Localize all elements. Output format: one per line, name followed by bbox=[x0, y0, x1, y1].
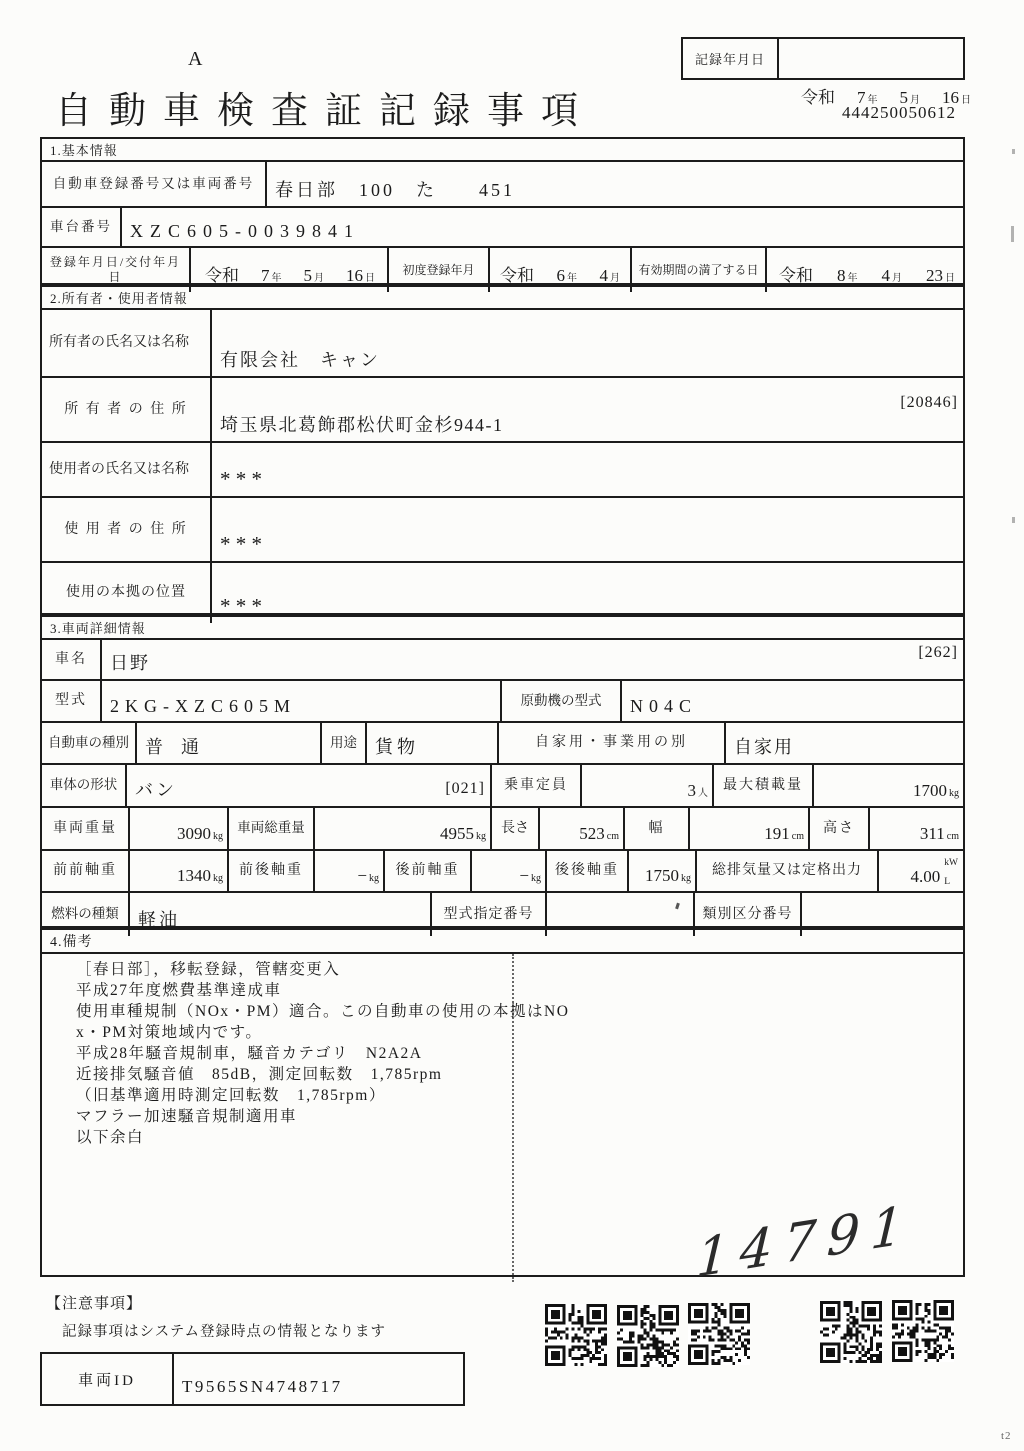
reg-number-label: 自動車登録番号又は車両番号 bbox=[42, 162, 267, 206]
user-name-label: 使用者の氏名又は名称 bbox=[42, 443, 212, 496]
cm-unit: cm bbox=[946, 831, 959, 842]
axle-fr-value bbox=[315, 851, 385, 891]
height-label: 高さ bbox=[810, 808, 870, 849]
axle-rf-number: − bbox=[519, 866, 529, 885]
fuel-type-value: 軽油 bbox=[130, 893, 432, 936]
month-unit: 月 bbox=[892, 273, 902, 284]
month: 5 bbox=[899, 88, 908, 107]
displacement-label: 総排気量又は定格出力 bbox=[697, 851, 879, 891]
reg-number-value: 春日部 100 た 451 bbox=[275, 180, 515, 200]
remark-line: 平成27年度燃費基準達成車 bbox=[76, 982, 282, 999]
axle-fr-label: 前後軸重 bbox=[229, 851, 315, 891]
vehicle-id-value: T9565SN4748717 bbox=[182, 1377, 343, 1396]
kw-unit: kW bbox=[944, 858, 958, 868]
axle-ff-value bbox=[130, 851, 229, 891]
era: 令和 bbox=[801, 88, 835, 107]
private-business-value: 自家用 bbox=[734, 737, 794, 757]
remark-line: 使用車種規制（NOx・PM）適合。この自動車の使用の本拠はNO bbox=[76, 1003, 570, 1020]
first-registration-label: 初度登録年月 bbox=[389, 248, 490, 292]
cm-unit: cm bbox=[606, 831, 619, 842]
section-vehicle-details bbox=[40, 615, 965, 928]
month-unit: 月 bbox=[910, 95, 920, 106]
car-name-value bbox=[102, 640, 963, 679]
scan-artifact bbox=[1012, 517, 1015, 523]
day: 23 bbox=[926, 266, 943, 285]
section-remarks bbox=[40, 928, 965, 1290]
axle-rf-value bbox=[472, 851, 547, 891]
user-name-value: * * * bbox=[220, 467, 262, 491]
year-unit: 年 bbox=[567, 273, 577, 284]
year-unit: 年 bbox=[271, 273, 282, 284]
capacity-number: 3 bbox=[687, 781, 696, 800]
handwritten-number: 14791 bbox=[694, 1194, 916, 1290]
max-load-label: 最大積載量 bbox=[714, 765, 814, 806]
month: 4 bbox=[599, 266, 608, 285]
month: 4 bbox=[881, 266, 890, 285]
kg-unit: kg bbox=[476, 831, 486, 842]
vehicle-kind-label: 自動車の種別 bbox=[42, 723, 137, 763]
vehicle-id-box bbox=[40, 1352, 465, 1406]
width-label: 幅 bbox=[625, 808, 690, 849]
use-value: 貨物 bbox=[367, 723, 499, 763]
width-value bbox=[690, 808, 810, 849]
base-location-value: * * * bbox=[220, 594, 262, 618]
body-shape-label: 車体の形状 bbox=[42, 765, 127, 806]
axle-rr-value bbox=[629, 851, 697, 891]
day-unit: 日 bbox=[945, 273, 955, 284]
kg-unit: kg bbox=[213, 831, 223, 842]
private-business-label: 自家用・事業用の別 bbox=[499, 723, 726, 763]
qr-code bbox=[820, 1301, 882, 1363]
section-vehicle-heading: 3.車両詳細情報 bbox=[42, 617, 963, 640]
section-owner-heading: 2.所有者・使用者情報 bbox=[42, 287, 963, 310]
qr-code bbox=[545, 1304, 607, 1366]
remark-line: 近接排気騒音値 85dB，測定回転数 1,785rpm bbox=[76, 1066, 443, 1083]
year-unit: 年 bbox=[847, 273, 858, 284]
kg-unit: kg bbox=[681, 873, 691, 884]
body-shape-value bbox=[127, 765, 492, 806]
model-label: 型式 bbox=[42, 681, 102, 721]
body-shape-code: [021] bbox=[445, 780, 485, 797]
scan-artifact bbox=[1011, 226, 1014, 242]
use-label: 用途 bbox=[322, 723, 367, 763]
cm-unit: cm bbox=[791, 831, 804, 842]
remark-line: 以下余白 bbox=[76, 1129, 145, 1146]
qr-code bbox=[617, 1305, 679, 1367]
engine-model-value: N04C bbox=[630, 696, 698, 716]
capacity-label: 乗車定員 bbox=[492, 765, 582, 806]
axle-rr-label: 後後軸重 bbox=[547, 851, 629, 891]
era: 令和 bbox=[500, 266, 534, 285]
axle-ff-label: 前前軸重 bbox=[42, 851, 130, 891]
day-unit: 日 bbox=[365, 273, 375, 284]
section-basic-heading: 1.基本情報 bbox=[42, 139, 963, 162]
registration-date-label: 登録年月日/交付年月日 bbox=[42, 248, 191, 292]
kg-unit: kg bbox=[213, 873, 223, 884]
user-address-value: * * * bbox=[220, 532, 262, 556]
kg-unit: kg bbox=[369, 873, 379, 884]
gross-weight-value bbox=[315, 808, 492, 849]
year: 7 bbox=[261, 266, 270, 285]
month-unit: 月 bbox=[314, 273, 324, 284]
length-label: 長さ bbox=[492, 808, 540, 849]
vehicle-kind-value: 普 通 bbox=[137, 723, 322, 763]
year: 6 bbox=[556, 266, 565, 285]
year: 8 bbox=[837, 266, 846, 285]
capacity-value bbox=[582, 765, 714, 806]
owner-address-text: 埼玉県北葛飾郡松伏町金杉944-1 bbox=[220, 415, 504, 435]
remark-line: 平成28年騒音規制車，騒音カテゴリ N2A2A bbox=[76, 1045, 423, 1062]
fuel-type-label: 燃料の種類 bbox=[42, 893, 130, 936]
record-date-label: 記録年月日 bbox=[683, 39, 779, 78]
height-value bbox=[870, 808, 963, 849]
gross-number: 4955 bbox=[440, 824, 474, 843]
type-cert-number-label: 型式指定番号 bbox=[432, 893, 547, 936]
record-date-box bbox=[681, 37, 971, 107]
displacement-number: 4.00 bbox=[910, 867, 941, 886]
axle-rr-number: 1750 bbox=[645, 866, 679, 885]
body-shape-text: バン bbox=[135, 780, 177, 800]
axle-ff-number: 1340 bbox=[177, 866, 211, 885]
length-value bbox=[540, 808, 625, 849]
displacement-value bbox=[879, 851, 963, 891]
chassis-number-value: XZC605-0039841 bbox=[130, 221, 360, 241]
car-name-code: [262] bbox=[918, 644, 958, 661]
car-name-label: 車名 bbox=[42, 640, 102, 679]
weight-number: 3090 bbox=[177, 824, 211, 843]
vehicle-id-label: 車両ID bbox=[42, 1354, 174, 1404]
document-number: 444250050612 bbox=[842, 103, 956, 122]
day: 16 bbox=[942, 88, 959, 107]
page-letter: A bbox=[188, 48, 203, 70]
person-unit: 人 bbox=[698, 788, 708, 799]
scan-artifact-text: t2 bbox=[1001, 1430, 1012, 1442]
owner-address-value bbox=[212, 378, 963, 441]
remark-line: ［春日部］，移転登録，管轄変更入 bbox=[76, 961, 341, 978]
owner-address-label: 所 有 者 の 住 所 bbox=[42, 378, 212, 441]
gross-weight-label: 車両総重量 bbox=[229, 808, 315, 849]
day: 16 bbox=[346, 266, 363, 285]
kg-unit: kg bbox=[531, 873, 541, 884]
kg-unit: kg bbox=[949, 788, 959, 799]
remarks-text bbox=[76, 959, 569, 1148]
l-unit: L bbox=[944, 876, 951, 887]
max-load-number: 1700 bbox=[913, 781, 947, 800]
chassis-number-label: 車台番号 bbox=[42, 208, 122, 246]
record-date-value bbox=[779, 39, 971, 107]
section-basic-info bbox=[40, 137, 965, 285]
axle-rf-label: 後前軸重 bbox=[385, 851, 472, 891]
owner-name-value: 有限会社 キャン bbox=[220, 350, 380, 370]
vehicle-weight-value bbox=[130, 808, 229, 849]
car-name-text: 日野 bbox=[110, 653, 150, 673]
owner-address-code: [20846] bbox=[900, 394, 958, 411]
notice-heading: 【注意事項】 bbox=[46, 1296, 143, 1312]
max-load-value bbox=[814, 765, 963, 806]
class-number-label: 類別区分番号 bbox=[695, 893, 802, 936]
length-number: 523 bbox=[579, 824, 605, 843]
section-remarks-heading: 4.備考 bbox=[42, 930, 963, 954]
remark-line: （旧基準適用時測定回転数 1,785rpm） bbox=[76, 1087, 386, 1104]
owner-name-label: 所有者の氏名又は名称 bbox=[42, 310, 212, 376]
remark-line: x・PM対策地域内です。 bbox=[76, 1024, 263, 1041]
base-location-label: 使用の本拠の位置 bbox=[42, 563, 212, 623]
year: 7 bbox=[857, 88, 866, 107]
scan-artifact bbox=[1012, 149, 1015, 154]
qr-code bbox=[688, 1303, 750, 1365]
month-unit: 月 bbox=[610, 273, 620, 284]
scan-artifact bbox=[675, 903, 680, 910]
remark-line: マフラー加速騒音規制適用車 bbox=[76, 1108, 298, 1125]
section-owner-user bbox=[40, 285, 965, 618]
qr-code bbox=[892, 1300, 954, 1362]
era: 令和 bbox=[779, 266, 813, 285]
page-title: 自動車検査証記録事項 bbox=[55, 91, 595, 132]
width-number: 191 bbox=[764, 824, 790, 843]
model-value: 2KG-XZC605M bbox=[102, 681, 502, 721]
vehicle-weight-label: 車両重量 bbox=[42, 808, 130, 849]
month: 5 bbox=[303, 266, 312, 285]
user-address-label: 使 用 者 の 住 所 bbox=[42, 498, 212, 561]
height-number: 311 bbox=[919, 824, 945, 843]
expiry-date-label: 有効期間の満了する日 bbox=[632, 248, 767, 292]
engine-model-label: 原動機の型式 bbox=[502, 681, 622, 721]
year-unit: 年 bbox=[867, 95, 878, 106]
notice-line: 記録事項はシステム登録時点の情報となります bbox=[62, 1324, 387, 1340]
remarks-area bbox=[42, 954, 963, 1290]
day-unit: 日 bbox=[961, 95, 971, 106]
era: 令和 bbox=[205, 266, 239, 285]
axle-fr-number: − bbox=[357, 866, 367, 885]
